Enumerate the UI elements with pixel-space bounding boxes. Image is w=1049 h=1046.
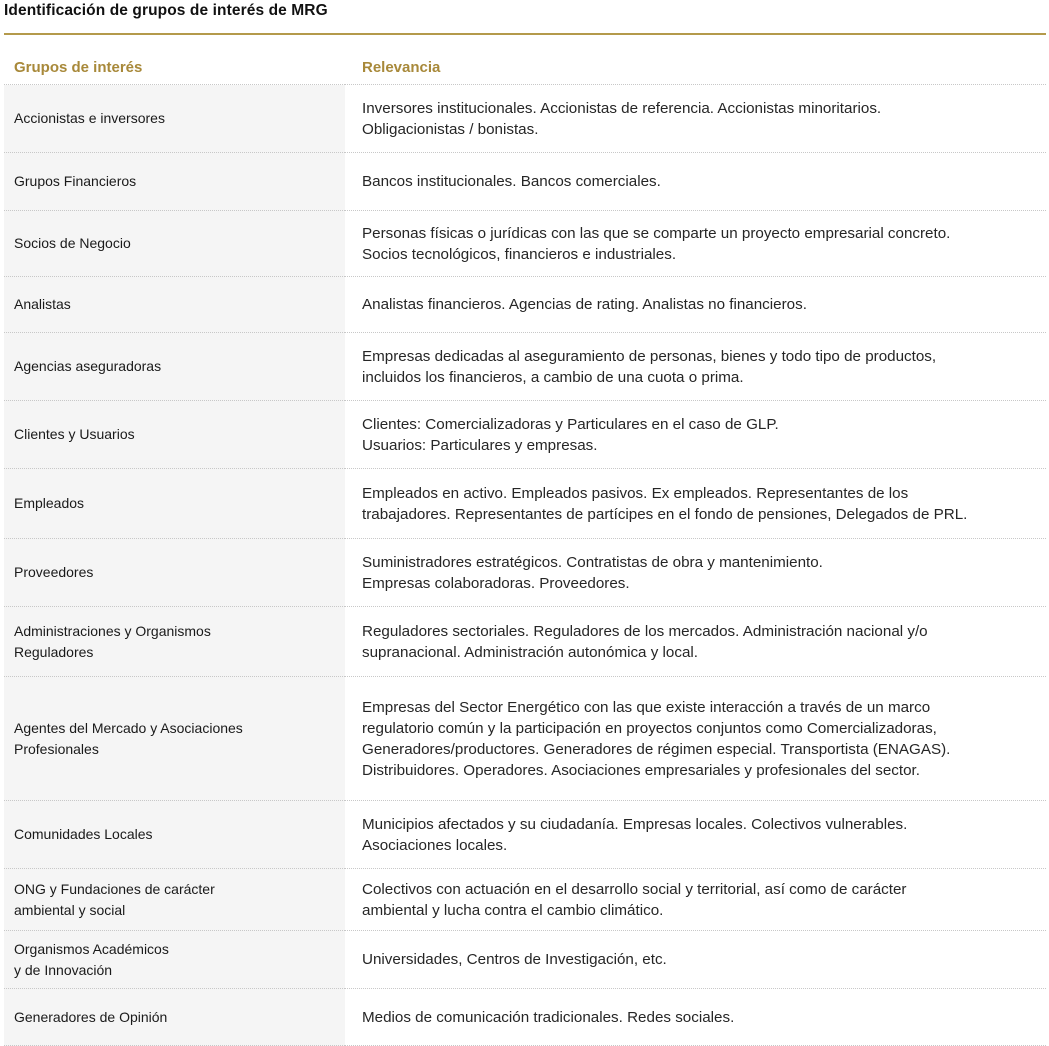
relevance-text: Reguladores sectoriales. Reguladores de los mercados. Administración nacional y/o — [362, 622, 928, 640]
stakeholder-group-cell — [4, 401, 345, 469]
stakeholder-group-name: Clientes y Usuarios — [14, 426, 135, 442]
relevance-cell — [345, 801, 1046, 869]
stakeholder-group-cell — [4, 85, 345, 153]
stakeholder-group-name: Comunidades Locales — [14, 826, 153, 842]
stakeholder-group-name: Socios de Negocio — [14, 235, 131, 251]
stakeholder-group-cell — [4, 539, 345, 607]
table-row — [4, 333, 1046, 401]
table-row — [4, 277, 1046, 333]
stakeholder-group-name: Grupos Financieros — [14, 173, 137, 189]
stakeholder-group-cell — [4, 801, 345, 869]
relevance-cell — [345, 211, 1046, 277]
table-row — [4, 801, 1046, 869]
header-groups: Grupos de interés — [4, 50, 345, 85]
relevance-cell — [345, 989, 1046, 1046]
stakeholder-group-name: ONG y Fundaciones de carácter — [14, 880, 215, 897]
relevance-cell — [345, 401, 1046, 469]
table-row — [4, 989, 1046, 1046]
table-row — [4, 401, 1046, 469]
stakeholder-group-cell — [4, 277, 345, 333]
relevance-text: Usuarios: Particulares y empresas. — [362, 436, 598, 454]
stakeholder-group-cell — [4, 469, 345, 539]
relevance-text: Clientes: Comercializadoras y Particulares en el caso de GLP. — [362, 415, 779, 433]
relevance-text: Colectivos con actuación en el desarrollo social y territorial, así como de carácter — [362, 880, 907, 898]
table-row — [4, 607, 1046, 677]
table-row — [4, 85, 1046, 153]
relevance-text: regulatorio común y la participación en proyectos conjuntos como Comercializadoras, — [362, 719, 937, 737]
relevance-cell — [345, 931, 1046, 989]
stakeholder-group-name: Agentes del Mercado y Asociaciones — [14, 719, 243, 736]
header-relevance: Relevancia — [345, 50, 1046, 85]
table-row — [4, 869, 1046, 931]
table-body — [4, 85, 1046, 1046]
relevance-text: supranacional. Administración autonómica y local. — [362, 643, 698, 661]
stakeholder-group-name: ambiental y social — [14, 901, 126, 918]
stakeholder-group-name: Administraciones y Organismos — [14, 622, 211, 639]
relevance-text: Suministradores estratégicos. Contratistas de obra y mantenimiento. — [362, 553, 823, 571]
stakeholder-group-cell — [4, 931, 345, 989]
stakeholder-group-name: Organismos Académicos — [14, 940, 169, 957]
stakeholder-group-name: Analistas — [14, 296, 71, 312]
stakeholder-group-name: Profesionales — [14, 740, 99, 757]
stakeholder-group-name: Generadores de Opinión — [14, 1008, 168, 1025]
relevance-cell — [345, 153, 1046, 211]
stakeholder-group-cell — [4, 153, 345, 211]
stakeholder-group-cell — [4, 677, 345, 801]
relevance-text: Generadores/productores. Generadores de régimen especial. Transportista (ENAGAS). — [362, 740, 951, 758]
relevance-text: Obligacionistas / bonistas. — [362, 120, 539, 138]
relevance-text: Distribuidores. Operadores. Asociaciones empresariales y profesionales del sector. — [362, 761, 920, 779]
table-row — [4, 211, 1046, 277]
relevance-text: Empresas dedicadas al aseguramiento de personas, bienes y todo tipo de productos, — [362, 347, 937, 365]
stakeholder-group-name: Agencias aseguradoras — [14, 358, 162, 374]
relevance-cell — [345, 539, 1046, 607]
stakeholder-group-name: Proveedores — [14, 564, 94, 580]
relevance-text: Bancos institucionales. Bancos comerciales. — [362, 173, 661, 190]
document-title: Identificación de grupos de interés de MRG — [4, 2, 328, 19]
table-row — [4, 677, 1046, 801]
relevance-text: trabajadores. Representantes de partícipes en el fondo de pensiones, Delegados de PRL. — [362, 505, 968, 523]
relevance-cell — [345, 869, 1046, 931]
table-row — [4, 153, 1046, 211]
relevance-text: Inversores institucionales. Accionistas de referencia. Accionistas minoritarios. — [362, 99, 882, 117]
relevance-text: Empresas colaboradoras. Proveedores. — [362, 574, 630, 592]
relevance-cell — [345, 677, 1046, 801]
relevance-text: Universidades, Centros de Investigación, etc. — [362, 951, 667, 968]
stakeholder-group-name: Reguladores — [14, 643, 94, 660]
table-row — [4, 539, 1046, 607]
stakeholder-group-name: Empleados — [14, 495, 85, 511]
stakeholder-group-cell — [4, 989, 345, 1046]
stakeholder-group-cell — [4, 211, 345, 277]
stakeholder-group-cell — [4, 333, 345, 401]
relevance-text: incluidos los financieros, a cambio de una cuota o prima. — [362, 368, 744, 386]
stakeholder-group-cell — [4, 869, 345, 931]
stakeholder-table — [4, 50, 1046, 1046]
relevance-text: Empleados en activo. Empleados pasivos. Ex empleados. Representantes de los — [362, 484, 909, 502]
stakeholder-group-name: y de Innovación — [14, 961, 113, 978]
relevance-cell — [345, 469, 1046, 539]
table-row — [4, 931, 1046, 989]
relevance-text: Medios de comunicación tradicionales. Redes sociales. — [362, 1008, 735, 1026]
title-divider — [4, 33, 1046, 35]
relevance-text: Socios tecnológicos, financieros e industriales. — [362, 245, 677, 263]
stakeholder-group-name: Accionistas e inversores — [14, 110, 165, 126]
relevance-cell — [345, 277, 1046, 333]
relevance-cell — [345, 85, 1046, 153]
relevance-text: ambiental y lucha contra el cambio climático. — [362, 901, 664, 919]
relevance-text: Empresas del Sector Energético con las que existe interacción a través de un marco — [362, 698, 931, 716]
table-header-row — [4, 50, 1046, 85]
relevance-cell — [345, 607, 1046, 677]
stakeholder-group-cell — [4, 607, 345, 677]
relevance-text: Analistas financieros. Agencias de rating. Analistas no financieros. — [362, 296, 807, 313]
relevance-text: Asociaciones locales. — [362, 836, 508, 854]
table-row — [4, 469, 1046, 539]
relevance-text: Municipios afectados y su ciudadanía. Empresas locales. Colectivos vulnerables. — [362, 815, 908, 833]
relevance-text: Personas físicas o jurídicas con las que se comparte un proyecto empresarial concreto. — [362, 224, 951, 242]
relevance-cell — [345, 333, 1046, 401]
